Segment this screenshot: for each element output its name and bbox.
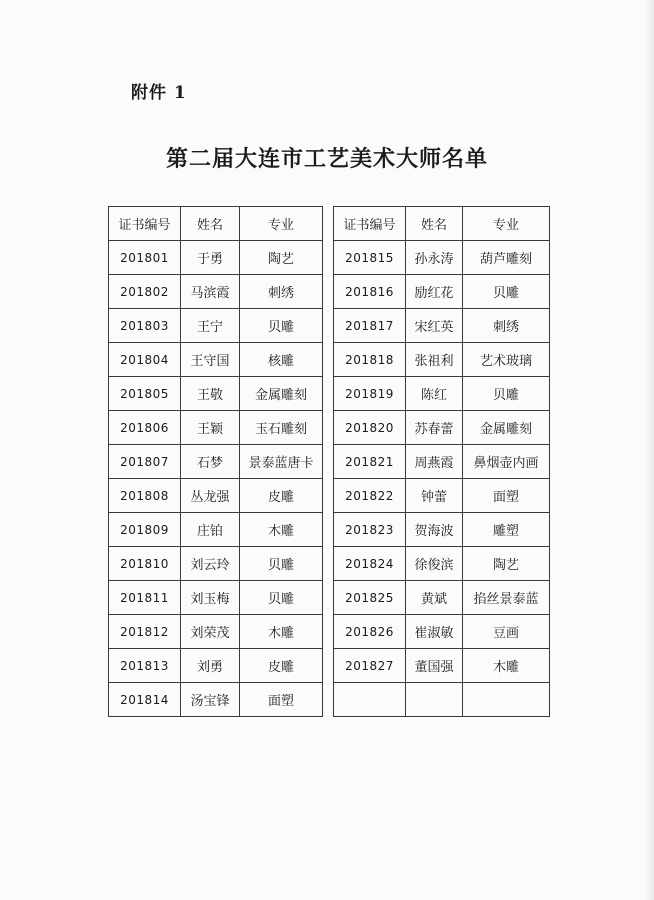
- table-row: [109, 411, 323, 445]
- table-row: [334, 547, 550, 581]
- header-field-cell: 专业: [240, 207, 323, 241]
- certificate-number-cell: 201827: [334, 649, 406, 683]
- specialty-cell: 贝雕: [463, 275, 550, 309]
- table-row: [109, 683, 323, 717]
- name-cell: 苏春蕾: [406, 411, 463, 445]
- certificate-number-cell: 201802: [109, 275, 181, 309]
- certificate-number-cell: 201804: [109, 343, 181, 377]
- roster-table-left: [108, 206, 323, 717]
- name-cell: 庄铂: [181, 513, 240, 547]
- table-row: [334, 649, 550, 683]
- table-row: [334, 581, 550, 615]
- certificate-number-cell: 201807: [109, 445, 181, 479]
- name-cell: [406, 683, 463, 717]
- specialty-cell: 木雕: [463, 649, 550, 683]
- specialty-cell: 掐丝景泰蓝: [463, 581, 550, 615]
- certificate-number-cell: 201801: [109, 241, 181, 275]
- specialty-cell: 豆画: [463, 615, 550, 649]
- specialty-cell: 金属雕刻: [463, 411, 550, 445]
- name-cell: 王敬: [181, 377, 240, 411]
- table-row: [334, 309, 550, 343]
- specialty-cell: 面塑: [240, 683, 323, 717]
- table-row: [334, 615, 550, 649]
- table-row: [334, 377, 550, 411]
- name-cell: 于勇: [181, 241, 240, 275]
- certificate-number-cell: 201824: [334, 547, 406, 581]
- name-cell: 王颖: [181, 411, 240, 445]
- specialty-cell: 皮雕: [240, 649, 323, 683]
- document-title: 第二届大连市工艺美术大师名单: [165, 146, 488, 172]
- table-row: [109, 445, 323, 479]
- name-cell: 励红花: [406, 275, 463, 309]
- table-row: [109, 377, 323, 411]
- specialty-cell: 艺术玻璃: [463, 343, 550, 377]
- specialty-cell: 木雕: [240, 615, 323, 649]
- certificate-number-cell: 201817: [334, 309, 406, 343]
- specialty-cell: [463, 683, 550, 717]
- certificate-number-cell: 201810: [109, 547, 181, 581]
- header-id-cell: 证书编号: [109, 207, 181, 241]
- specialty-cell: 贝雕: [463, 377, 550, 411]
- name-cell: 贺海波: [406, 513, 463, 547]
- name-cell: 陈红: [406, 377, 463, 411]
- name-cell: 黄斌: [406, 581, 463, 615]
- specialty-cell: 陶艺: [463, 547, 550, 581]
- certificate-number-cell: 201808: [109, 479, 181, 513]
- certificate-number-cell: 201816: [334, 275, 406, 309]
- specialty-cell: 刺绣: [463, 309, 550, 343]
- table-row: [334, 275, 550, 309]
- header-name-cell: 姓名: [406, 207, 463, 241]
- table-header-row: [334, 207, 550, 241]
- specialty-cell: 景泰蓝唐卡: [240, 445, 323, 479]
- certificate-number-cell: 201823: [334, 513, 406, 547]
- specialty-cell: 面塑: [463, 479, 550, 513]
- table-row: [334, 479, 550, 513]
- table-row: [109, 241, 323, 275]
- table-row: [109, 479, 323, 513]
- table-row: [109, 275, 323, 309]
- name-cell: 刘玉梅: [181, 581, 240, 615]
- certificate-number-cell: 201826: [334, 615, 406, 649]
- name-cell: 王宁: [181, 309, 240, 343]
- name-cell: 钟蕾: [406, 479, 463, 513]
- table-row: [334, 343, 550, 377]
- table-row: [109, 547, 323, 581]
- name-cell: 董国强: [406, 649, 463, 683]
- certificate-number-cell: 201812: [109, 615, 181, 649]
- name-cell: 石梦: [181, 445, 240, 479]
- name-cell: 宋红英: [406, 309, 463, 343]
- name-cell: 汤宝锋: [181, 683, 240, 717]
- table-row: [109, 343, 323, 377]
- certificate-number-cell: 201818: [334, 343, 406, 377]
- specialty-cell: 葫芦雕刻: [463, 241, 550, 275]
- table-row: [334, 411, 550, 445]
- certificate-number-cell: 201805: [109, 377, 181, 411]
- certificate-number-cell: 201803: [109, 309, 181, 343]
- certificate-number-cell: 201825: [334, 581, 406, 615]
- name-cell: 孙永涛: [406, 241, 463, 275]
- certificate-number-cell: 201813: [109, 649, 181, 683]
- attachment-label: 附件 1: [131, 83, 187, 103]
- certificate-number-cell: 201815: [334, 241, 406, 275]
- certificate-number-cell: 201814: [109, 683, 181, 717]
- specialty-cell: 金属雕刻: [240, 377, 323, 411]
- name-cell: 刘云玲: [181, 547, 240, 581]
- specialty-cell: 玉石雕刻: [240, 411, 323, 445]
- specialty-cell: 贝雕: [240, 547, 323, 581]
- name-cell: 张祖利: [406, 343, 463, 377]
- specialty-cell: 皮雕: [240, 479, 323, 513]
- table-row: [334, 241, 550, 275]
- specialty-cell: 雕塑: [463, 513, 550, 547]
- table-row: [109, 513, 323, 547]
- table-row: [109, 649, 323, 683]
- certificate-number-cell: 201811: [109, 581, 181, 615]
- name-cell: 马滨霞: [181, 275, 240, 309]
- specialty-cell: 贝雕: [240, 309, 323, 343]
- specialty-cell: 鼻烟壶内画: [463, 445, 550, 479]
- certificate-number-cell: 201820: [334, 411, 406, 445]
- name-cell: 徐俊滨: [406, 547, 463, 581]
- certificate-number-cell: 201809: [109, 513, 181, 547]
- page-edge: [644, 0, 654, 900]
- roster-table-right: [333, 206, 550, 717]
- table-row: [334, 683, 550, 717]
- certificate-number-cell: 201821: [334, 445, 406, 479]
- table-row: [109, 581, 323, 615]
- table-row: [109, 615, 323, 649]
- table-header-row: [109, 207, 323, 241]
- certificate-number-cell: 201822: [334, 479, 406, 513]
- certificate-number-cell: 201806: [109, 411, 181, 445]
- name-cell: 刘荣茂: [181, 615, 240, 649]
- specialty-cell: 核雕: [240, 343, 323, 377]
- certificate-number-cell: 201819: [334, 377, 406, 411]
- header-id-cell: 证书编号: [334, 207, 406, 241]
- specialty-cell: 木雕: [240, 513, 323, 547]
- name-cell: 丛龙强: [181, 479, 240, 513]
- header-field-cell: 专业: [463, 207, 550, 241]
- table-row: [334, 513, 550, 547]
- certificate-number-cell: [334, 683, 406, 717]
- name-cell: 刘勇: [181, 649, 240, 683]
- specialty-cell: 陶艺: [240, 241, 323, 275]
- specialty-cell: 刺绣: [240, 275, 323, 309]
- name-cell: 周燕霞: [406, 445, 463, 479]
- table-row: [109, 309, 323, 343]
- header-name-cell: 姓名: [181, 207, 240, 241]
- name-cell: 崔淑敏: [406, 615, 463, 649]
- table-row: [334, 445, 550, 479]
- name-cell: 王守国: [181, 343, 240, 377]
- specialty-cell: 贝雕: [240, 581, 323, 615]
